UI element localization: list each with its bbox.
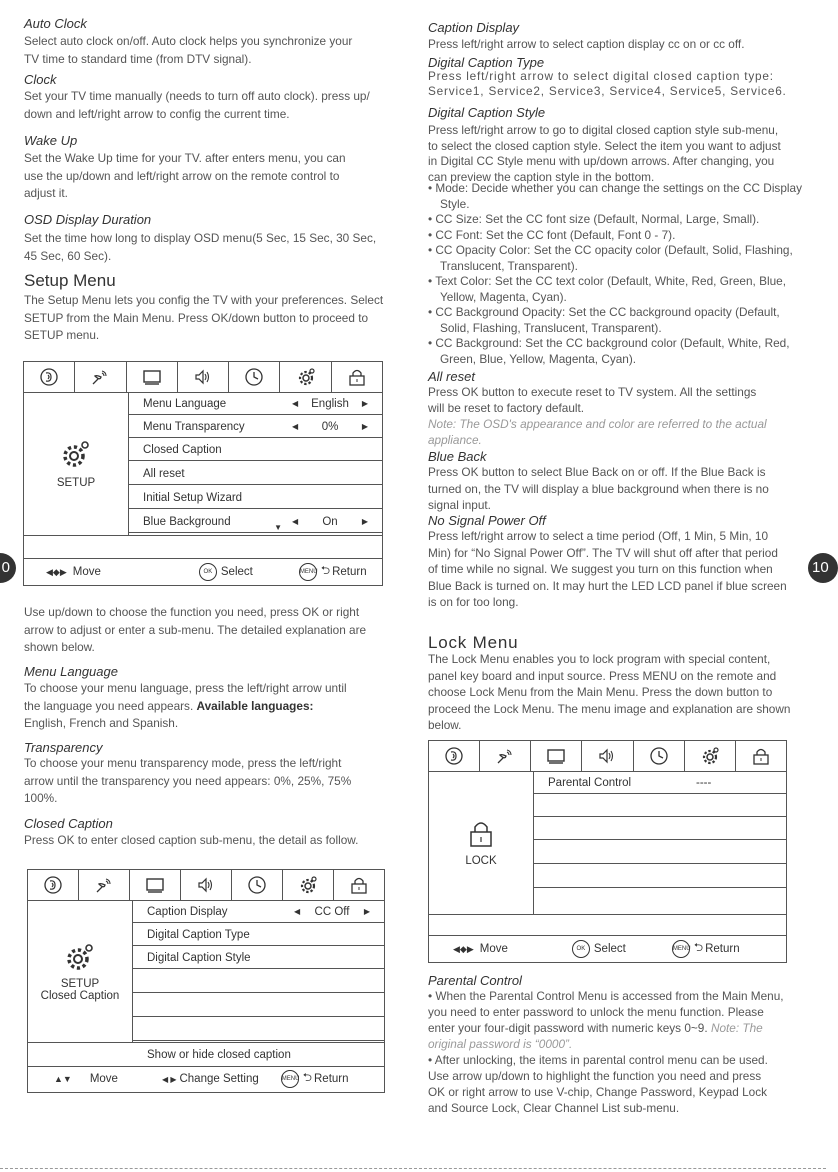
tv-screen-icon [145,875,165,895]
auto-clock-heading: Auto Clock [24,16,87,31]
return-label: Return [314,1073,349,1085]
tv-screen-icon [142,367,162,387]
picture-tab[interactable] [28,870,79,900]
sound-tab[interactable] [181,870,232,900]
ok-button-icon: OK [572,940,590,958]
digital-caption-style-text: Press left/right arrow to go to digital closed caption style sub-menu, to select the closed caption style. Select the item you want to adjust in Digital CC Style menu with up/down arrows. After changing, you can preview the caption style in the bottom. [428,123,781,184]
change-setting-label: Change Setting [179,1073,259,1085]
menu-row-empty [534,866,786,888]
osd-note-text: Note: The OSD's appearance and color are referred to the actual appliance. [428,417,767,447]
use-updown-text: Use up/down to choose the function you need, press OK or right arrow to adjust or enter a sub-menu. The detailed explanation are shown below. [24,605,367,654]
clock-text: Set your TV time manually (needs to turn off auto clock). press up/ down and left/right arrow to config the current time. [24,89,370,121]
satellite-dish-icon [495,746,515,766]
divider [429,914,786,915]
digital-caption-style-heading: Digital Caption Style [428,105,546,120]
time-tab[interactable] [229,362,280,392]
time-tab[interactable] [634,741,685,771]
channel-tab[interactable] [75,362,126,392]
arrow-left-icon: ◀ [292,399,299,408]
arrow-left-icon: ◀ [292,422,299,431]
return-arrow-icon: ⮌ [693,941,704,954]
digital-caption-type-text: Press left/right arrow to select digital closed caption type: Service1, Service2, Service3, Service4, Service5, Service6. [428,69,787,98]
lock-icon [751,746,771,766]
picture-icon [444,746,464,766]
picture-icon [43,875,63,895]
setup-tab[interactable] [283,870,334,900]
blue-back-text: Press OK button to select Blue Back on or off. If the Blue Back is turned on, the TV will display a blue background when there is no signal input. [428,465,769,512]
screen-tab[interactable] [127,362,178,392]
all-reset-heading: All reset [428,369,475,384]
clock-icon [247,875,267,895]
parental-control-text-1: • When the Parental Control Menu is accessed from the Main Menu, you need to enter password to unlock the menu function. Please enter your four-digit password with numeric keys 0~9. Note: The original password is “0000”. [428,989,784,1051]
cc-side-panel [28,901,133,1042]
lock-tab[interactable] [334,870,384,900]
move-label: Move [72,566,101,578]
closed-caption-label: Closed Caption [40,989,120,1002]
all-reset-text: Press OK button to execute reset to TV system. All the settings will be reset to factory default. [428,385,757,415]
menu-icon-bar [429,741,786,772]
blue-back-heading: Blue Back [428,449,487,464]
menu-row-closed-caption[interactable]: Closed Caption [129,439,382,461]
menu-row-empty [534,842,786,864]
password-value: ---- [696,776,712,789]
scroll-down-icon: ▼ [274,523,282,532]
setup-tab[interactable] [685,741,736,771]
osd-duration-heading: OSD Display Duration [24,212,152,227]
screen-tab[interactable] [531,741,582,771]
menu-row-all-reset[interactable]: All reset [129,463,382,485]
list-item: • Mode: Decide whether you can change the settings on the CC Display Style. [428,181,802,211]
page-bottom-rule [0,1168,826,1169]
menu-row-empty [534,795,786,817]
menu-row-empty [534,890,786,912]
return-label: Return [332,566,367,578]
closed-caption-text: Press OK to enter closed caption sub-menu, the detail as follow. [24,833,359,847]
menu-row-blue-background[interactable]: Blue Background ▼ ◀ On ▶ [129,511,382,533]
arrow-left-icon: ◀ [294,907,301,916]
move-label: Move [479,943,508,955]
speaker-icon [597,746,617,766]
cc-menu-footer [28,1066,384,1092]
digital-caption-type-heading: Digital Caption Type [428,55,545,70]
lock-icon [349,875,369,895]
menu-row-digital-caption-type[interactable]: Digital Caption Type [133,924,384,946]
lock-tab[interactable] [332,362,382,392]
menu-row-empty [534,818,786,840]
lock-menu-heading: Lock Menu [428,633,519,652]
lock-icon [347,367,367,387]
navigate-arrows-icon: ◀◆▶ [46,566,67,577]
no-signal-power-off-text: Press left/right arrow to select a time period (Off, 1 Min, 5 Min, 10 Min) for “No Signal Power Off”. The TV will shut off after that period of time while no signal. We suggest you turn on this function when Blue Back is turned on. It may hurt the LED LCD panel if blue screen is on for too long. [428,529,787,609]
setup-label: SETUP [56,477,96,489]
navigate-arrows-icon: ◀◆▶ [453,943,474,954]
menu-row-caption-display[interactable]: Caption Display ◀ CC Off ▶ [133,901,384,923]
return-label: Return [705,943,740,955]
satellite-dish-icon [94,875,114,895]
lock-tab[interactable] [736,741,786,771]
screen-tab[interactable] [130,870,181,900]
cc-hint-text: Show or hide closed caption [147,1049,291,1061]
list-item: • CC Font: Set the CC font (Default, Font 0 - 7). [428,227,676,242]
setup-tab[interactable] [280,362,331,392]
setup-menu-heading: Setup Menu [24,271,116,290]
select-label: Select [593,943,626,955]
arrow-right-icon: ▶ [361,517,368,526]
gear-icon [61,439,91,469]
gear-icon [298,875,318,895]
list-item: • CC Background: Set the CC background color (Default, White, Red, Green, Blue, Yellow, Magenta, Cyan). [428,336,790,366]
setup-menu-footer [24,558,382,585]
lock-menu-text: The Lock Menu enables you to lock program with special content, panel key board and input source. Press MENU on the remote and choose Lock Menu from the Main Menu. Press the down button to proceed the Lock Menu. The menu image and explanation are shown below. [428,652,791,732]
menu-language-value: English [311,397,349,410]
sound-tab[interactable] [178,362,229,392]
lock-side-panel [429,772,534,914]
channel-tab[interactable] [79,870,130,900]
picture-tab[interactable] [24,362,75,392]
menu-language-text: To choose your menu language, press the left/right arrow until the language you need appears. Available languages: English, French and Spanish. [24,681,347,730]
parental-control-heading: Parental Control [428,973,522,988]
arrow-right-icon: ▶ [363,907,370,916]
left-right-arrows-icon: ◀ ▶ [161,1074,177,1084]
osd-duration-text: Set the time how long to display OSD menu(5 Sec, 15 Sec, 30 Sec, 45 Sec, 60 Sec). [24,231,377,263]
move-label: Move [89,1073,118,1085]
return-arrow-icon: ⮌ [302,1071,312,1084]
wake-up-heading: Wake Up [24,133,78,148]
picture-icon [39,367,59,387]
menu-language-heading: Menu Language [24,664,118,679]
select-label: Select [220,566,253,578]
setup-label: SETUP [60,977,100,990]
divider [24,535,382,536]
page-number-left: 0 [0,553,16,583]
caption-display-heading: Caption Display [428,20,520,35]
gear-icon [296,367,316,387]
arrow-left-icon: ◀ [292,517,299,526]
setup-menu-text: The Setup Menu lets you config the TV with your preferences. Select SETUP from the Main Menu. Press OK/down button to proceed to SETUP menu. [24,293,384,342]
tv-screen-icon [546,746,566,766]
parental-control-text-2: • After unlocking, the items in parental control menu can be used. Use arrow up/down to highlight the function you need and press OK or right arrow to use V-chip, Change Password, Keypad Lock and Source Lock, Clear Channel List sub-menu. [428,1053,768,1115]
blue-background-value: On [322,515,338,528]
lock-osd-menu [428,740,787,963]
lock-menu-footer [429,935,786,962]
menu-row-initial-setup-wizard[interactable]: Initial Setup Wizard [129,487,382,509]
transparency-heading: Transparency [24,740,103,755]
caption-display-value: CC Off [314,905,350,918]
menu-row-empty [133,1019,384,1041]
menu-row-menu-transparency[interactable]: Menu Transparency ◀ 0% ▶ [129,416,382,438]
closed-caption-osd-menu [27,869,385,1093]
list-item: • CC Opacity Color: Set the CC opacity color (Default, Solid, Flashing, Translucent, Transparent). [428,243,793,273]
caption-style-list [428,181,808,367]
speaker-icon [196,875,216,895]
clock-icon [244,367,264,387]
clock-heading: Clock [24,72,57,87]
time-tab[interactable] [232,870,283,900]
list-item: • CC Background Opacity: Set the CC background opacity (Default, Solid, Flashing, Translucent, Transparent). [428,305,780,335]
menu-row-empty [133,995,384,1017]
return-arrow-icon: ⮌ [320,564,331,577]
menu-row-menu-language[interactable]: Menu Language ◀ English ▶ [129,393,382,415]
setup-osd-menu [23,361,383,586]
closed-caption-heading: Closed Caption [24,816,113,831]
gear-icon [65,942,95,972]
menu-row-empty [133,971,384,993]
gear-icon [700,746,720,766]
sound-tab[interactable] [582,741,633,771]
menu-row-digital-caption-style[interactable]: Digital Caption Style [133,947,384,969]
caption-display-text: Press left/right arrow to select caption display cc on or cc off. [428,37,745,51]
lock-icon [466,819,496,849]
channel-tab[interactable] [480,741,531,771]
menu-button-icon: MENU [299,563,317,581]
lock-label: LOCK [465,855,497,867]
satellite-dish-icon [90,367,110,387]
arrow-right-icon: ▶ [361,422,368,431]
speaker-icon [193,367,213,387]
transparency-text: To choose your menu transparency mode, press the left/right arrow until the transparency you need appears: 0%, 25%, 75% 100%. [24,756,352,805]
no-signal-power-off-heading: No Signal Power Off [428,513,546,528]
transparency-value: 0% [321,420,339,433]
menu-icon-bar [28,870,384,901]
cc-hint-bar [28,1042,384,1067]
picture-tab[interactable] [429,741,480,771]
page-number-right: 10 [808,553,838,583]
clock-icon [649,746,669,766]
ok-button-icon: OK [199,563,217,581]
auto-clock-text: Select auto clock on/off. Auto clock helps you synchronize your TV time to standard time (from DTV signal). [24,34,353,66]
menu-button-icon: MENU [672,940,690,958]
arrow-right-icon: ▶ [361,399,368,408]
wake-up-text: Set the Wake Up time for your TV. after enters menu, you can use the up/down and left/right arrow on the remote control to adjust it. [24,151,346,200]
setup-side-panel [24,393,129,535]
list-item: • CC Size: Set the CC font size (Default, Normal, Large, Small). [428,212,760,226]
up-down-arrows-icon: ▲▼ [54,1074,72,1084]
menu-icon-bar [24,362,382,393]
menu-row-parental-control[interactable]: Parental Control ---- [534,772,786,794]
list-item: • Text Color: Set the CC text color (Default, White, Red, Green, Blue, Yellow, Magenta, Cyan). [428,274,786,304]
menu-button-icon: MENU [281,1070,299,1088]
